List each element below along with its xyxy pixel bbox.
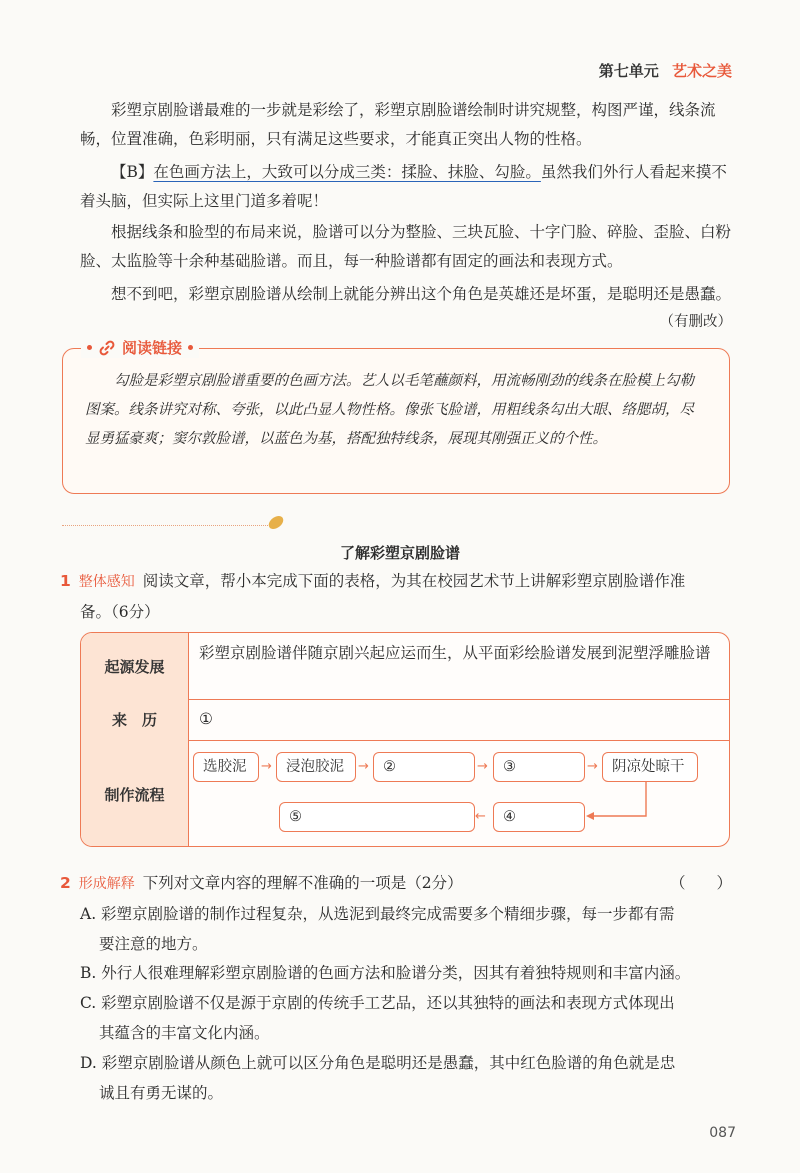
answer-blank-1[interactable]: ①	[199, 710, 213, 728]
row-header-history: 来 历	[81, 699, 189, 740]
option-a[interactable]	[80, 899, 740, 959]
revision-note: （有删改）	[659, 314, 732, 330]
question-tag: 整体感知	[78, 574, 135, 590]
answer-paren[interactable]: （ ）	[669, 874, 732, 892]
reading-link-title: 阅读链接	[122, 339, 183, 357]
question-text-line-2: 备。（6分）	[80, 603, 160, 621]
step-box: 阴凉处晾干	[602, 752, 698, 782]
underlined-sentence: 在色画方法上，大致可以分成三类：揉脸、抹脸、勾脸。	[153, 163, 541, 181]
step-box: 浸泡胶泥	[276, 752, 356, 782]
option-c-line-1: C. 彩塑京剧脸谱不仅是源于京剧的传统手工艺品，还以其独特的画法和表现方式体现出	[80, 994, 675, 1012]
article-paragraph-3: 根据线条和脸型的布局来说，脸谱可以分为整脸、三块瓦脸、十字门脸、碎脸、歪脸、白粉脸、太监脸等十余种基础脸谱。而且，每一种脸谱都有固定的画法和表现方式。	[80, 223, 732, 270]
answer-blank-5[interactable]: ⑤	[279, 802, 475, 832]
question-text: 下列对文章内容的理解不准确的一项是（2分）	[142, 874, 463, 892]
table-row-history	[81, 699, 729, 741]
answer-blank-2[interactable]: ②	[373, 752, 475, 782]
article-paragraph-4: 想不到吧，彩塑京剧脸谱从绘制上就能分辨出这个角色是英雄还是坏蛋，是聪明还是愚蠢。	[111, 285, 732, 303]
section-title: 了解彩塑京剧脸谱	[339, 544, 460, 562]
option-a-line-2: 要注意的地方。	[99, 935, 208, 953]
row-content-origin: 彩塑京剧脸谱伴随京剧兴起应运而生，从平面彩绘脸谱发展到泥塑浮雕脸谱	[199, 644, 711, 662]
bullet-dot-icon	[87, 345, 92, 350]
table-row-process	[81, 740, 729, 847]
section-divider	[62, 525, 268, 526]
answer-blank-4[interactable]: ④	[493, 802, 585, 832]
unit-topic: 艺术之美	[671, 62, 732, 80]
arrow-right-icon: →	[358, 759, 369, 774]
reading-link-header	[81, 337, 199, 358]
row-header-origin: 起源发展	[81, 633, 189, 699]
info-table	[80, 632, 730, 847]
question-tag: 形成解释	[78, 876, 135, 892]
arrow-right-icon: →	[477, 759, 488, 774]
table-row-origin	[81, 633, 729, 700]
option-c-line-2: 其蕴含的丰富文化内涵。	[99, 1024, 270, 1042]
bullet-dot-icon	[188, 345, 193, 350]
question-2	[60, 868, 740, 899]
article-paragraph-2	[80, 158, 734, 216]
row-header-process: 制作流程	[81, 740, 189, 847]
option-b[interactable]: B. 外行人很难理解彩塑京剧脸谱的色画方法和脸谱分类，因其有着独特规则和丰富内涵。	[80, 964, 691, 982]
unit-label: 第七单元	[598, 62, 659, 80]
step-box: 选胶泥	[193, 752, 259, 782]
question-number: 2	[60, 874, 71, 892]
option-c[interactable]	[80, 988, 740, 1048]
article-paragraph-1: 彩塑京剧脸谱最难的一步就是彩绘了，彩塑京剧脸谱绘制时讲究规整，构图严谨，线条流畅，位置准确，色彩明丽，只有满足这些要求，才能真正突出人物的性格。	[80, 101, 716, 148]
arrow-right-icon: →	[587, 759, 598, 774]
page-header	[599, 60, 732, 81]
link-icon	[98, 339, 116, 357]
option-d-line-2: 诚且有勇无谋的。	[99, 1084, 224, 1102]
arrow-connector-icon	[586, 782, 656, 826]
arrow-right-icon: →	[261, 759, 272, 774]
question-number: 1	[60, 572, 71, 590]
question-text-line-1: 阅读文章，帮小本完成下面的表格，为其在校园艺术节上讲解彩塑京剧脸谱作准	[142, 572, 686, 590]
option-d-line-1: D. 彩塑京剧脸谱从颜色上就可以区分角色是聪明还是愚蠢，其中红色脸谱的角色就是忠	[80, 1054, 676, 1072]
leaf-icon	[266, 514, 285, 531]
reading-link-box	[62, 339, 730, 494]
option-a-line-1: A. 彩塑京剧脸谱的制作过程复杂，从选泥到最终完成需要多个精细步骤，每一步都有需	[80, 905, 675, 923]
arrow-left-icon: ←	[475, 809, 486, 824]
paragraph-2-rest: 虽然我们外行人看起来摸不着头脑，但实际上这里门道多着呢！	[80, 163, 727, 210]
answer-blank-3[interactable]: ③	[493, 752, 585, 782]
page-number: 087	[709, 1125, 736, 1141]
reading-link-text: 勾脸是彩塑京剧脸谱重要的色画方法。艺人以毛笔蘸颜料，用流畅刚劲的线条在脸模上勾勒图案。线条讲究对称、夸张，以此凸显人物性格。像张飞脸谱，用粗线条勾出大眼、络腮胡，尽显勇猛豪爽；窦尔敦脸谱，以蓝色为基，搭配独特线条，展现其刚强正义的个性。	[85, 373, 694, 447]
question-1	[60, 566, 740, 627]
paragraph-marker: 【B】	[111, 163, 154, 181]
option-d[interactable]	[80, 1048, 740, 1108]
